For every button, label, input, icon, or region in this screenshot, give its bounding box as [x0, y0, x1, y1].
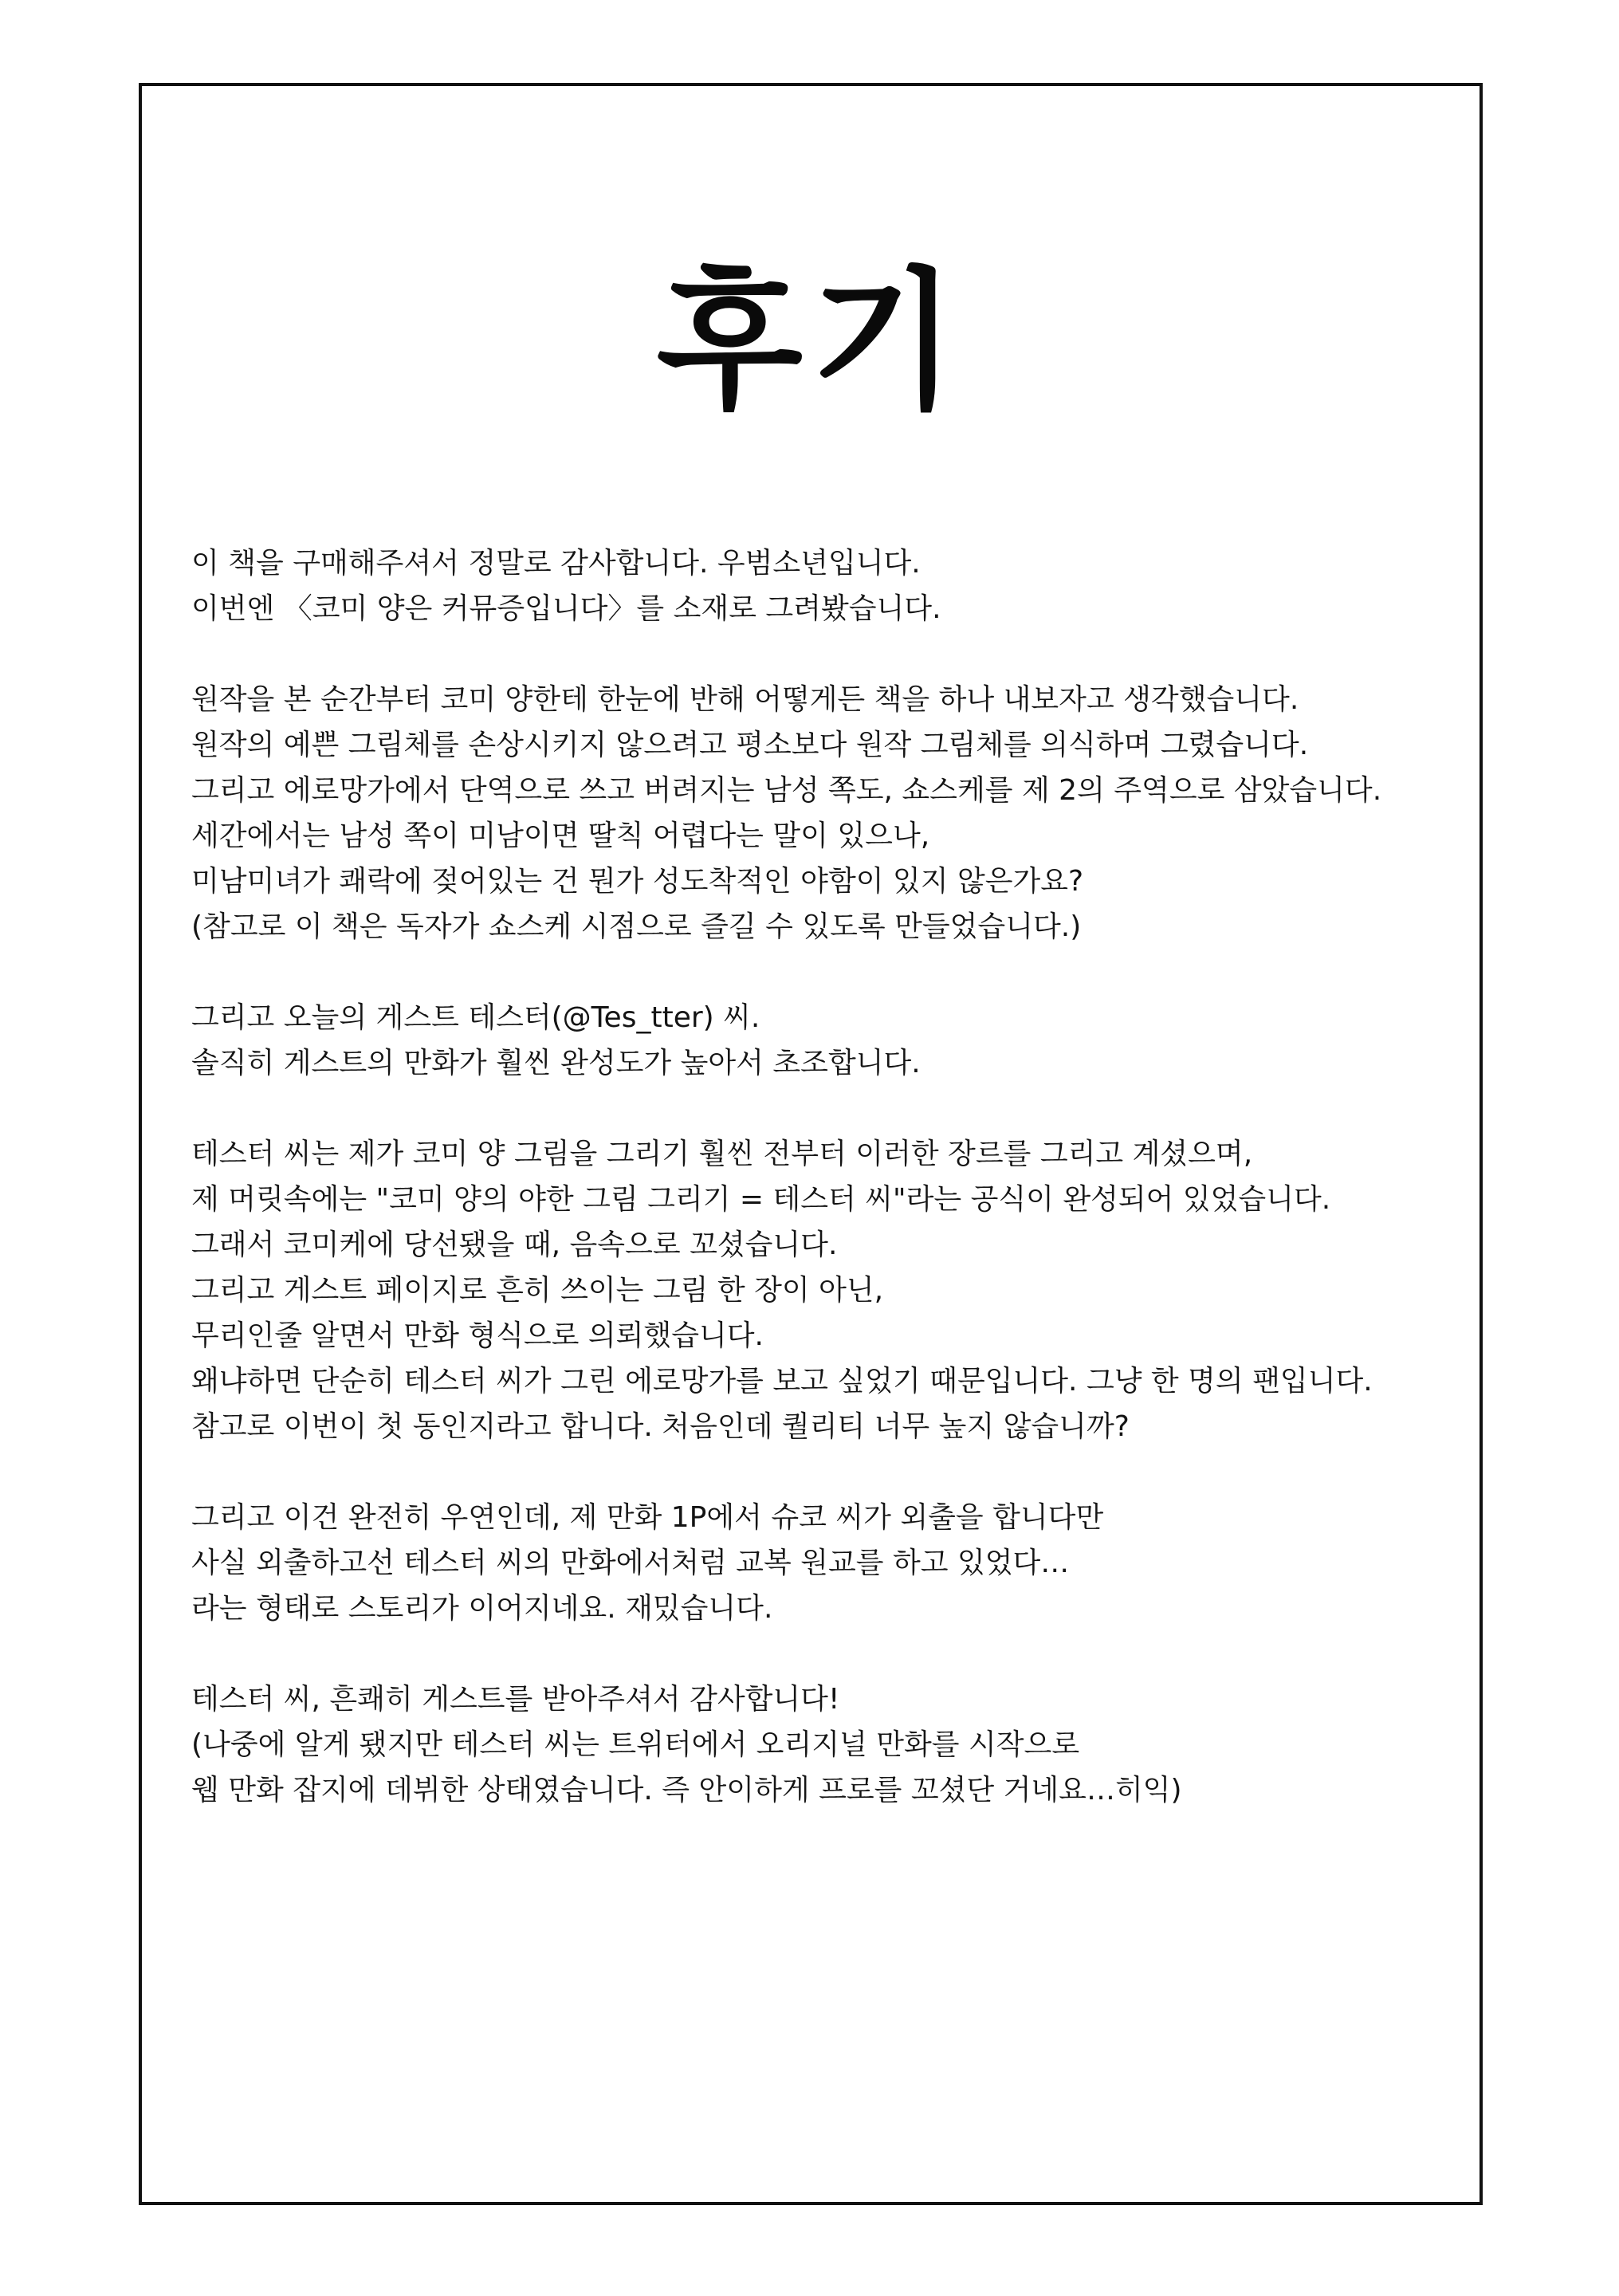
paragraph	[191, 1677, 1467, 1813]
text-line: 무리인줄 알면서 만화 형식으로 의뢰했습니다.	[191, 1319, 764, 1352]
text-line: 원작의 예쁜 그림체를 손상시키지 않으려고 평소보다 원작 그림체를 의식하며 그렸습니다.	[191, 729, 1309, 761]
paragraph	[191, 1131, 1467, 1449]
text-line: 원작을 본 순간부터 코미 양한테 한눈에 반해 어떻게든 책을 하나 내보자고 생각했습니다.	[191, 683, 1299, 716]
afterword-body	[191, 541, 1467, 1858]
text-line: 세간에서는 남성 쪽이 미남이면 딸칙 어렵다는 말이 있으나,	[191, 820, 930, 852]
text-line: 이번엔 〈코미 양은 커뮤증입니다〉를 소재로 그려봤습니다.	[191, 592, 941, 625]
paragraph	[191, 541, 1467, 631]
text-line: 그리고 게스트 페이지로 흔히 쓰이는 그림 한 장이 아닌,	[191, 1274, 884, 1307]
text-line: 왜냐하면 단순히 테스터 씨가 그린 에로망가를 보고 싶었기 때문입니다. 그냥 한 명의 팬입니다.	[191, 1365, 1373, 1398]
text-line: 사실 외출하고선 테스터 씨의 만화에서처럼 교복 원교를 하고 있었다…	[191, 1547, 1070, 1579]
paragraph	[191, 677, 1467, 949]
text-line: 참고로 이번이 첫 동인지라고 합니다. 처음인데 퀄리티 너무 높지 않습니까?	[191, 1410, 1130, 1443]
text-line: 그리고 오늘의 게스트 테스터(@Tes_tter) 씨.	[191, 1001, 760, 1034]
paragraph	[191, 1495, 1467, 1631]
text-line: 라는 형태로 스토리가 이어지네요. 재밌습니다.	[191, 1592, 773, 1625]
paragraph	[191, 995, 1467, 1086]
text-line: 테스터 씨, 흔쾌히 게스트를 받아주셔서 감사합니다!	[191, 1683, 840, 1716]
text-line: 제 머릿속에는 "코미 양의 야한 그림 그리기 = 테스터 씨"라는 공식이 완성되어 있었습니다.	[191, 1183, 1331, 1216]
text-line: 솔직히 게스트의 만화가 훨씬 완성도가 높아서 초조합니다.	[191, 1047, 921, 1079]
page-title: 후기	[656, 252, 965, 430]
text-line: 미남미녀가 쾌락에 젖어있는 건 뭔가 성도착적인 야함이 있지 않은가요?	[191, 865, 1084, 898]
text-line: 이 책을 구매해주셔서 정말로 감사합니다. 우범소년입니다.	[191, 547, 921, 580]
text-line: 웹 만화 잡지에 데뷔한 상태였습니다. 즉 안이하게 프로를 꼬셨단 거네요…히익)	[191, 1774, 1182, 1807]
text-line: 테스터 씨는 제가 코미 양 그림을 그리기 훨씬 전부터 이러한 장르를 그리고 계셨으며,	[191, 1138, 1253, 1170]
text-line: 그래서 코미케에 당선됐을 때, 음속으로 꼬셨습니다.	[191, 1229, 838, 1261]
text-line: (참고로 이 책은 독자가 쇼스케 시점으로 즐길 수 있도록 만들었습니다.)	[191, 910, 1082, 943]
text-line: (나중에 알게 됐지만 테스터 씨는 트위터에서 오리지널 만화를 시작으로	[191, 1728, 1080, 1761]
text-line: 그리고 에로망가에서 단역으로 쓰고 버려지는 남성 쪽도, 쇼스케를 제 2의 주역으로 삼았습니다.	[191, 774, 1382, 807]
text-line: 그리고 이건 완전히 우연인데, 제 만화 1P에서 슈코 씨가 외출을 합니다만	[191, 1501, 1104, 1534]
page-frame	[139, 83, 1483, 2205]
